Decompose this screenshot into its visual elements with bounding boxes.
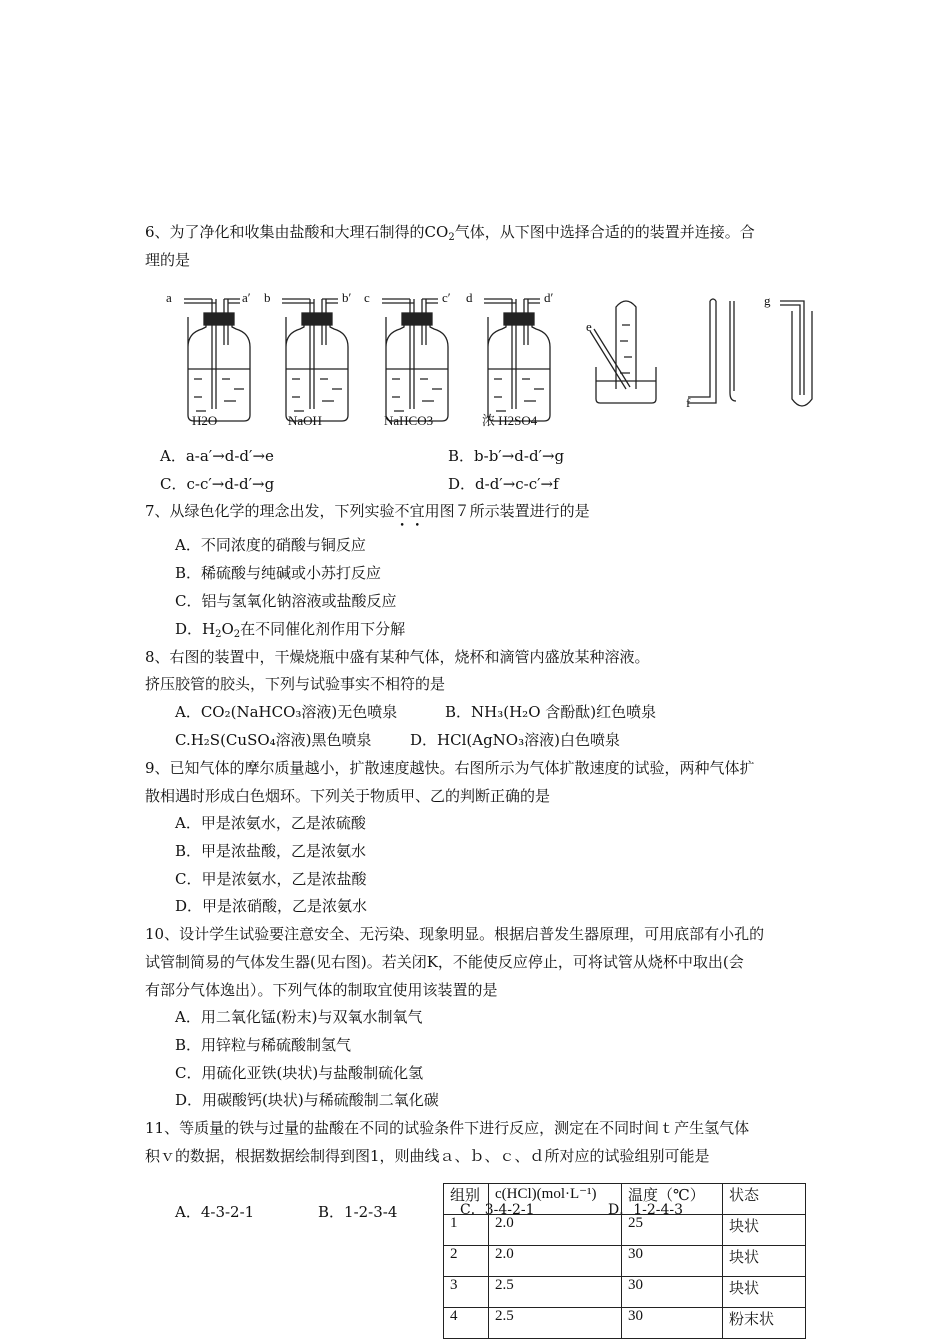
table-row	[444, 1246, 806, 1277]
table-cell: 块状	[723, 1246, 806, 1277]
q6-stem-line1: 6、为了净化和收集由盐酸和大理石制得的$CO_2$气体，从下图中选择合适的的装置并连接。合	[145, 223, 755, 243]
bottle-label-nahco3: NaHCO3	[384, 413, 434, 428]
table-cell: 块状	[723, 1215, 806, 1246]
q6-option-b: B．b-b′→d-d′→g	[448, 447, 565, 465]
q7-option-d: D．$H_2O_2$在不同催化剂作用下分解	[175, 620, 406, 640]
port-a: a	[166, 290, 172, 305]
table-cell: 4	[444, 1308, 489, 1339]
port-c: c	[364, 290, 370, 305]
q9-option-b: B．甲是浓盐酸，乙是浓氨水	[175, 842, 367, 860]
table-cell: 30	[622, 1277, 723, 1308]
bottle-label-h2so4: 浓 H2SO4	[482, 413, 538, 428]
table-cell: 30	[622, 1308, 723, 1339]
table-header-cell: c(HCl)(mol·L⁻¹)	[489, 1184, 622, 1215]
q8-stem-line1: 8、右图的装置中，干燥烧瓶中盛有某种气体，烧杯和滴管内盛放某种溶液。	[145, 648, 650, 666]
q11-stem-line2: 积ｖ的数据，根据数据绘制得到图1，则曲线ａ、ｂ、ｃ、ｄ所对应的试验组别可能是	[145, 1147, 710, 1165]
table-header-cell: 温度（℃）	[622, 1184, 723, 1215]
q7-option-a: A．不同浓度的硝酸与铜反应	[175, 536, 366, 554]
q8-option-a: A．CO₂(NaHCO₃溶液)无色喷泉	[175, 703, 398, 721]
q6-option-a: A．a-a′→d-d′→e	[160, 447, 274, 465]
q10-option-d: D．用碳酸钙(块状)与稀硫酸制二氧化碳	[175, 1091, 439, 1109]
bottle-label-naoh: NaOH	[288, 413, 322, 428]
q7-option-b: B．稀硫酸与纯碱或小苏打反应	[175, 564, 382, 582]
q11-data-table	[443, 1183, 806, 1339]
q10-option-b: B．用锌粒与稀硫酸制氢气	[175, 1036, 352, 1054]
q6-apparatus-figure	[160, 285, 820, 435]
q10-stem-line1: 10、设计学生试验要注意安全、无污染、现象明显。根据启普发生器原理，可用底部有小孔的	[145, 925, 765, 943]
q11-option-a: A．4-3-2-1	[175, 1203, 255, 1221]
table-header-row	[444, 1184, 806, 1215]
q8-stem-line2: 挤压胶管的胶头，下列与试验事实不相符的是	[145, 675, 446, 693]
bottle-label-h2o: H2O	[192, 413, 218, 428]
table-cell: 2.0	[489, 1215, 622, 1246]
table-cell: 1	[444, 1215, 489, 1246]
table-cell: 2.5	[489, 1308, 622, 1339]
q11-option-c: C．3-4-2-1	[460, 1202, 535, 1218]
q6-stem-line2: 理的是	[145, 251, 191, 269]
q9-option-d: D．甲是浓硝酸，乙是浓氨水	[175, 897, 368, 915]
q9-option-c: C．甲是浓氨水，乙是浓盐酸	[175, 870, 367, 888]
q8-option-d: D．HCl(AgNO₃溶液)白色喷泉	[410, 731, 620, 749]
q9-stem-line2: 散相遇时形成白色烟环。下列关于物质甲、乙的判断正确的是	[145, 787, 551, 805]
port-e: e	[586, 319, 592, 334]
q9-option-a: A．甲是浓氨水，乙是浓硫酸	[175, 814, 366, 832]
q11-stem-line1: 11、等质量的铁与过量的盐酸在不同的试验条件下进行反应，测定在不同时间ｔ产生氢气体	[145, 1119, 750, 1137]
port-d: d	[466, 290, 473, 305]
port-f: f	[686, 395, 691, 410]
table-header-cell: 组别	[444, 1184, 489, 1215]
q8-option-c: C.H₂S(CuSO₄溶液)黑色喷泉	[175, 731, 372, 749]
port-a-prime: a′	[242, 290, 251, 305]
q10-stem-line3: 有部分气体逸出）。下列气体的制取宜使用该装置的是	[145, 981, 498, 999]
table-row	[444, 1308, 806, 1339]
table-cell: 25	[622, 1215, 723, 1246]
table-cell: 2.5	[489, 1277, 622, 1308]
table-row	[444, 1277, 806, 1308]
q10-option-a: A．用二氧化锰(粉末)与双氧水制氧气	[175, 1008, 423, 1026]
table-cell: 2	[444, 1246, 489, 1277]
port-b-prime: b′	[342, 290, 352, 305]
port-d-prime: d′	[544, 290, 554, 305]
q9-stem-line1: 9、已知气体的摩尔质量越小，扩散速度越快。右图所示为气体扩散速度的试验，两种气体扩	[145, 759, 755, 777]
port-b: b	[264, 290, 271, 305]
q10-option-c: C．用硫化亚铁(块状)与盐酸制硫化氢	[175, 1064, 424, 1082]
table-header-cell: 状态	[723, 1184, 806, 1215]
port-c-prime: c′	[442, 290, 451, 305]
q6-option-c: C．c-c′→d-d′→g	[160, 475, 275, 493]
port-g: g	[764, 293, 771, 308]
q10-stem-line2: 试管制简易的气体发生器(见右图)。若关闭K，不能使反应停止，可将试管从烧杯中取出(会	[145, 953, 744, 971]
table-cell: 2.0	[489, 1246, 622, 1277]
q11-option-b: B．1-2-3-4	[318, 1203, 398, 1221]
q11-option-d: D．1-2-4-3	[608, 1202, 684, 1218]
q7-stem: 7、从绿色化学的理念出发，下列实验不宜用图７所示装置进行的是	[145, 502, 590, 520]
table-cell: 块状	[723, 1277, 806, 1308]
q6-option-d: D．d-d′→c-c′→f	[448, 475, 559, 493]
table-cell: 3	[444, 1277, 489, 1308]
q8-option-b: B．NH₃(H₂O 含酚酞)红色喷泉	[445, 703, 657, 721]
table-cell: 30	[622, 1246, 723, 1277]
table-row	[444, 1215, 806, 1246]
q7-option-c: C．铝与氢氧化钠溶液或盐酸反应	[175, 592, 397, 610]
table-cell: 粉末状	[723, 1308, 806, 1339]
